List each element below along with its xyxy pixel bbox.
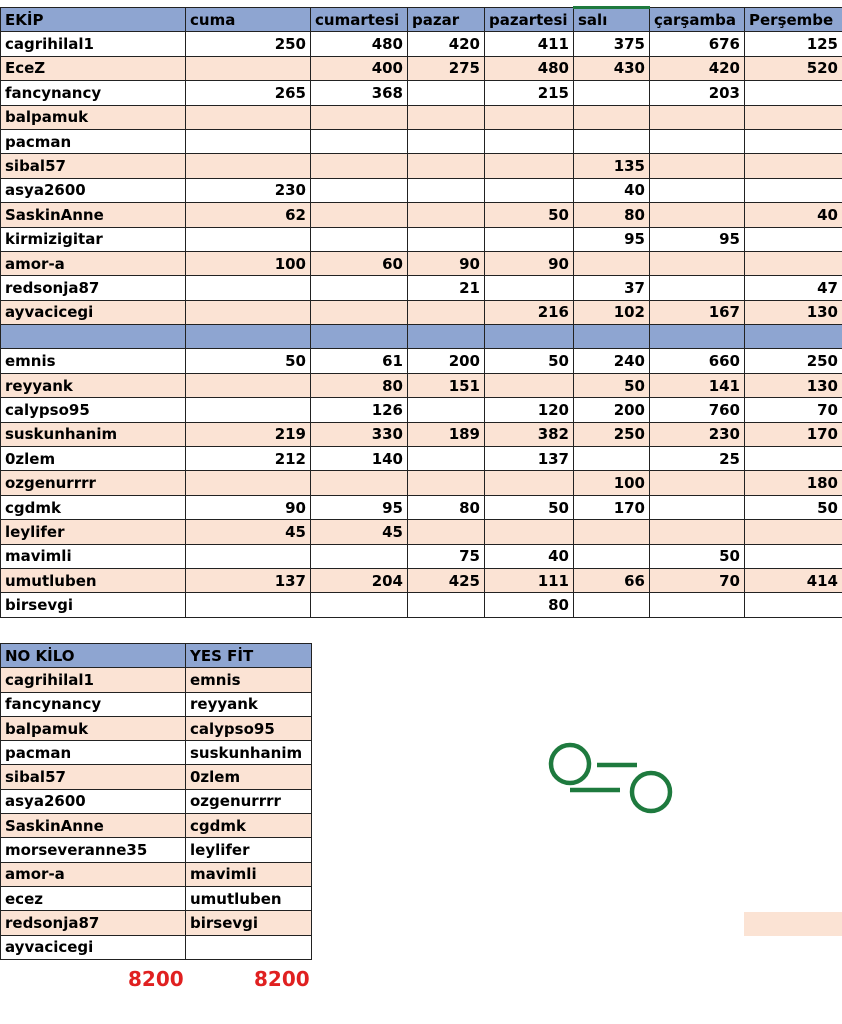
member-name-cell[interactable]: balpamuk [1,105,186,129]
yes-fit-member-cell[interactable] [186,935,312,959]
value-cell[interactable] [408,178,485,202]
table-row [1,276,842,300]
no-kilo-member-cell[interactable]: amor-a [1,862,186,886]
value-cell[interactable]: 60 [311,251,408,275]
value-cell[interactable]: 50 [485,203,574,227]
value-cell[interactable]: 167 [650,300,745,324]
value-cell[interactable]: 95 [574,227,650,251]
value-cell[interactable]: 520 [745,56,842,80]
no-kilo-member-cell[interactable]: asya2600 [1,789,186,813]
member-name-cell[interactable]: birsevgi [1,593,186,617]
value-cell[interactable]: 75 [408,544,485,568]
weekly-score-table [0,6,842,618]
column-header[interactable]: pazartesi [485,8,574,32]
value-cell[interactable]: 80 [408,495,485,519]
yes-fit-member-cell[interactable]: mavimli [186,862,312,886]
value-cell[interactable] [311,227,408,251]
separator-cell [311,325,408,349]
table-row [1,568,842,592]
separator-cell [650,325,745,349]
value-cell[interactable] [311,105,408,129]
yes-fit-member-cell[interactable]: ozgenurrrr [186,789,312,813]
team-row [1,668,312,692]
value-cell[interactable]: 61 [311,349,408,373]
value-cell[interactable] [745,154,842,178]
value-cell[interactable] [408,447,485,471]
value-cell[interactable] [311,544,408,568]
team-header-row [1,644,312,668]
link-circles-icon [545,738,680,818]
table-row [1,544,842,568]
yes-fit-member-cell[interactable]: emnis [186,668,312,692]
value-cell[interactable] [574,544,650,568]
value-cell[interactable] [186,471,311,495]
value-cell[interactable] [485,520,574,544]
team-row [1,935,312,959]
value-cell[interactable]: 760 [650,398,745,422]
team-row [1,765,312,789]
value-cell[interactable]: 137 [485,447,574,471]
total-yes-fit: 8200 [254,967,310,991]
value-cell[interactable]: 130 [745,373,842,397]
no-kilo-member-cell[interactable]: balpamuk [1,716,186,740]
value-cell[interactable] [485,227,574,251]
value-cell[interactable] [650,203,745,227]
value-cell[interactable] [650,178,745,202]
value-cell[interactable]: 80 [485,593,574,617]
value-cell[interactable] [574,81,650,105]
value-cell[interactable] [408,227,485,251]
value-cell[interactable]: 111 [485,568,574,592]
value-cell[interactable] [186,593,311,617]
value-cell[interactable]: 45 [186,520,311,544]
value-cell[interactable] [311,129,408,153]
member-name-cell[interactable]: EceZ [1,56,186,80]
value-cell[interactable] [408,398,485,422]
value-cell[interactable]: 90 [485,251,574,275]
no-kilo-member-cell[interactable]: SaskinAnne [1,814,186,838]
team-row [1,716,312,740]
table-row [1,105,842,129]
value-cell[interactable]: 50 [745,495,842,519]
value-cell[interactable]: 375 [574,32,650,56]
separator-cell [745,325,842,349]
value-cell[interactable]: 265 [186,81,311,105]
member-name-cell[interactable]: sibal57 [1,154,186,178]
value-cell[interactable]: 135 [574,154,650,178]
value-cell[interactable]: 140 [311,447,408,471]
value-cell[interactable] [485,276,574,300]
team-row [1,838,312,862]
value-cell[interactable] [574,251,650,275]
value-cell[interactable] [745,81,842,105]
member-name-cell[interactable]: emnis [1,349,186,373]
value-cell[interactable] [485,373,574,397]
value-cell[interactable] [650,129,745,153]
value-cell[interactable]: 50 [574,373,650,397]
value-cell[interactable]: 275 [408,56,485,80]
table-row [1,56,842,80]
value-cell[interactable] [485,178,574,202]
table-row [1,373,842,397]
value-cell[interactable]: 126 [311,398,408,422]
value-cell[interactable]: 50 [485,495,574,519]
value-cell[interactable]: 250 [574,422,650,446]
table-row [1,129,842,153]
no-kilo-member-cell[interactable]: morseveranne35 [1,838,186,862]
value-cell[interactable]: 200 [408,349,485,373]
yes-fit-member-cell[interactable]: umutluben [186,886,312,910]
value-cell[interactable]: 90 [408,251,485,275]
value-cell[interactable] [745,251,842,275]
value-cell[interactable]: 215 [485,81,574,105]
value-cell[interactable] [745,227,842,251]
value-cell[interactable] [650,495,745,519]
value-cell[interactable]: 430 [574,56,650,80]
value-cell[interactable]: 95 [311,495,408,519]
header-row [1,8,842,32]
value-cell[interactable]: 240 [574,349,650,373]
value-cell[interactable]: 95 [650,227,745,251]
team-header[interactable]: YES FİT [186,644,312,668]
yes-fit-member-cell[interactable]: calypso95 [186,716,312,740]
value-cell[interactable]: 21 [408,276,485,300]
column-header[interactable]: pazar [408,8,485,32]
table-row [1,300,842,324]
value-cell[interactable] [745,129,842,153]
no-kilo-member-cell[interactable]: pacman [1,741,186,765]
value-cell[interactable] [650,593,745,617]
value-cell[interactable]: 676 [650,32,745,56]
value-cell[interactable] [408,471,485,495]
column-header[interactable]: çarşamba [650,8,745,32]
value-cell[interactable]: 50 [186,349,311,373]
member-name-cell[interactable]: amor-a [1,251,186,275]
no-kilo-member-cell[interactable]: ecez [1,886,186,910]
value-cell[interactable] [408,105,485,129]
value-cell[interactable] [408,129,485,153]
value-cell[interactable]: 250 [186,32,311,56]
table-row [1,32,842,56]
value-cell[interactable] [311,154,408,178]
value-cell[interactable]: 137 [186,568,311,592]
value-cell[interactable]: 62 [186,203,311,227]
value-cell[interactable]: 203 [650,81,745,105]
separator-cell [1,325,186,349]
table-row [1,203,842,227]
no-kilo-member-cell[interactable]: redsonja87 [1,911,186,935]
value-cell[interactable] [650,520,745,544]
separator-row [1,325,842,349]
value-cell[interactable]: 250 [745,349,842,373]
value-cell[interactable] [311,471,408,495]
value-cell[interactable] [650,105,745,129]
member-name-cell[interactable]: cagrihilal1 [1,32,186,56]
value-cell[interactable] [745,520,842,544]
yes-fit-member-cell[interactable]: cgdmk [186,814,312,838]
yes-fit-member-cell[interactable]: 0zlem [186,765,312,789]
value-cell[interactable] [574,105,650,129]
value-cell[interactable]: 230 [650,422,745,446]
member-name-cell[interactable]: asya2600 [1,178,186,202]
no-kilo-member-cell[interactable]: sibal57 [1,765,186,789]
member-name-cell[interactable]: mavimli [1,544,186,568]
value-cell[interactable]: 230 [186,178,311,202]
team-assignment-table [0,643,312,960]
member-name-cell[interactable]: 0zlem [1,447,186,471]
table-row [1,178,842,202]
value-cell[interactable] [408,300,485,324]
yes-fit-member-cell[interactable]: reyyank [186,692,312,716]
value-cell[interactable]: 130 [745,300,842,324]
value-cell[interactable]: 180 [745,471,842,495]
value-cell[interactable] [186,373,311,397]
value-cell[interactable] [745,544,842,568]
value-cell[interactable]: 200 [574,398,650,422]
value-cell[interactable] [311,276,408,300]
value-cell[interactable]: 189 [408,422,485,446]
value-cell[interactable]: 420 [408,32,485,56]
no-kilo-member-cell[interactable]: fancynancy [1,692,186,716]
value-cell[interactable] [186,398,311,422]
separator-cell [574,325,650,349]
value-cell[interactable]: 219 [186,422,311,446]
value-cell[interactable]: 50 [650,544,745,568]
table-row [1,251,842,275]
column-header[interactable]: cumartesi [311,8,408,32]
value-cell[interactable]: 45 [311,520,408,544]
value-cell[interactable] [745,178,842,202]
value-cell[interactable] [485,129,574,153]
team-row [1,814,312,838]
value-cell[interactable] [745,447,842,471]
team-row [1,911,312,935]
value-cell[interactable] [186,227,311,251]
value-cell[interactable]: 100 [186,251,311,275]
value-cell[interactable]: 80 [574,203,650,227]
table-row [1,422,842,446]
value-cell[interactable] [574,593,650,617]
value-cell[interactable] [745,105,842,129]
value-cell[interactable] [650,276,745,300]
separator-cell [485,325,574,349]
value-cell[interactable]: 660 [650,349,745,373]
value-cell[interactable]: 50 [485,349,574,373]
value-cell[interactable]: 425 [408,568,485,592]
member-name-cell[interactable]: leylifer [1,520,186,544]
table-row [1,154,842,178]
value-cell[interactable]: 80 [311,373,408,397]
value-cell[interactable]: 47 [745,276,842,300]
value-cell[interactable] [745,593,842,617]
team-row [1,692,312,716]
member-name-cell[interactable]: calypso95 [1,398,186,422]
value-cell[interactable] [485,154,574,178]
value-cell[interactable]: 368 [311,81,408,105]
value-cell[interactable] [650,251,745,275]
value-cell[interactable] [186,300,311,324]
value-cell[interactable] [650,471,745,495]
table-row [1,398,842,422]
value-cell[interactable] [408,520,485,544]
value-cell[interactable]: 480 [485,56,574,80]
value-cell[interactable] [485,471,574,495]
value-cell[interactable] [485,105,574,129]
total-no-kilo: 8200 [128,967,184,991]
table-row [1,447,842,471]
value-cell[interactable] [186,105,311,129]
pink-cell-fragment [744,912,842,936]
value-cell[interactable] [186,276,311,300]
value-cell[interactable]: 120 [485,398,574,422]
value-cell[interactable] [650,154,745,178]
table-row [1,593,842,617]
value-cell[interactable] [186,154,311,178]
yes-fit-member-cell[interactable]: suskunhanim [186,741,312,765]
yes-fit-member-cell[interactable]: birsevgi [186,911,312,935]
value-cell[interactable]: 411 [485,32,574,56]
column-header[interactable]: cuma [186,8,311,32]
table-row [1,227,842,251]
member-name-cell[interactable]: ozgenurrrr [1,471,186,495]
value-cell[interactable]: 90 [186,495,311,519]
value-cell[interactable] [408,154,485,178]
value-cell[interactable] [311,593,408,617]
value-cell[interactable] [408,593,485,617]
table-row [1,495,842,519]
member-name-cell[interactable]: SaskinAnne [1,203,186,227]
member-name-cell[interactable]: reyyank [1,373,186,397]
value-cell[interactable]: 170 [574,495,650,519]
value-cell[interactable]: 66 [574,568,650,592]
value-cell[interactable]: 400 [311,56,408,80]
value-cell[interactable]: 414 [745,568,842,592]
value-cell[interactable]: 125 [745,32,842,56]
value-cell[interactable] [574,520,650,544]
value-cell[interactable]: 70 [650,568,745,592]
value-cell[interactable]: 204 [311,568,408,592]
member-name-cell[interactable]: suskunhanim [1,422,186,446]
yes-fit-member-cell[interactable]: leylifer [186,838,312,862]
value-cell[interactable]: 480 [311,32,408,56]
value-cell[interactable]: 40 [745,203,842,227]
member-name-cell[interactable]: ayvacicegi [1,300,186,324]
value-cell[interactable]: 170 [745,422,842,446]
table-row [1,349,842,373]
value-cell[interactable]: 216 [485,300,574,324]
value-cell[interactable]: 102 [574,300,650,324]
value-cell[interactable]: 141 [650,373,745,397]
value-cell[interactable]: 330 [311,422,408,446]
column-header[interactable]: EKİP [1,8,186,32]
value-cell[interactable] [574,129,650,153]
no-kilo-member-cell[interactable]: ayvacicegi [1,935,186,959]
value-cell[interactable] [186,544,311,568]
column-header[interactable]: salı [574,8,650,32]
no-kilo-member-cell[interactable]: cagrihilal1 [1,668,186,692]
team-row [1,862,312,886]
table-row [1,471,842,495]
separator-cell [408,325,485,349]
member-name-cell[interactable]: redsonja87 [1,276,186,300]
value-cell[interactable] [408,203,485,227]
value-cell[interactable] [311,203,408,227]
member-name-cell[interactable]: pacman [1,129,186,153]
value-cell[interactable]: 151 [408,373,485,397]
column-header[interactable]: Perşembe [745,8,842,32]
member-name-cell[interactable]: fancynancy [1,81,186,105]
team-row [1,741,312,765]
table-row [1,520,842,544]
value-cell[interactable]: 37 [574,276,650,300]
value-cell[interactable]: 420 [650,56,745,80]
member-name-cell[interactable]: kirmizigitar [1,227,186,251]
value-cell[interactable]: 100 [574,471,650,495]
value-cell[interactable]: 25 [650,447,745,471]
member-name-cell[interactable]: umutluben [1,568,186,592]
separator-cell [186,325,311,349]
table-row [1,81,842,105]
value-cell[interactable]: 212 [186,447,311,471]
value-cell[interactable] [186,129,311,153]
value-cell[interactable]: 40 [574,178,650,202]
value-cell[interactable]: 70 [745,398,842,422]
value-cell[interactable] [311,178,408,202]
value-cell[interactable] [408,81,485,105]
member-name-cell[interactable]: cgdmk [1,495,186,519]
value-cell[interactable]: 40 [485,544,574,568]
value-cell[interactable] [311,300,408,324]
value-cell[interactable] [186,56,311,80]
value-cell[interactable] [574,447,650,471]
team-row [1,886,312,910]
team-header[interactable]: NO KİLO [1,644,186,668]
team-row [1,789,312,813]
value-cell[interactable]: 382 [485,422,574,446]
